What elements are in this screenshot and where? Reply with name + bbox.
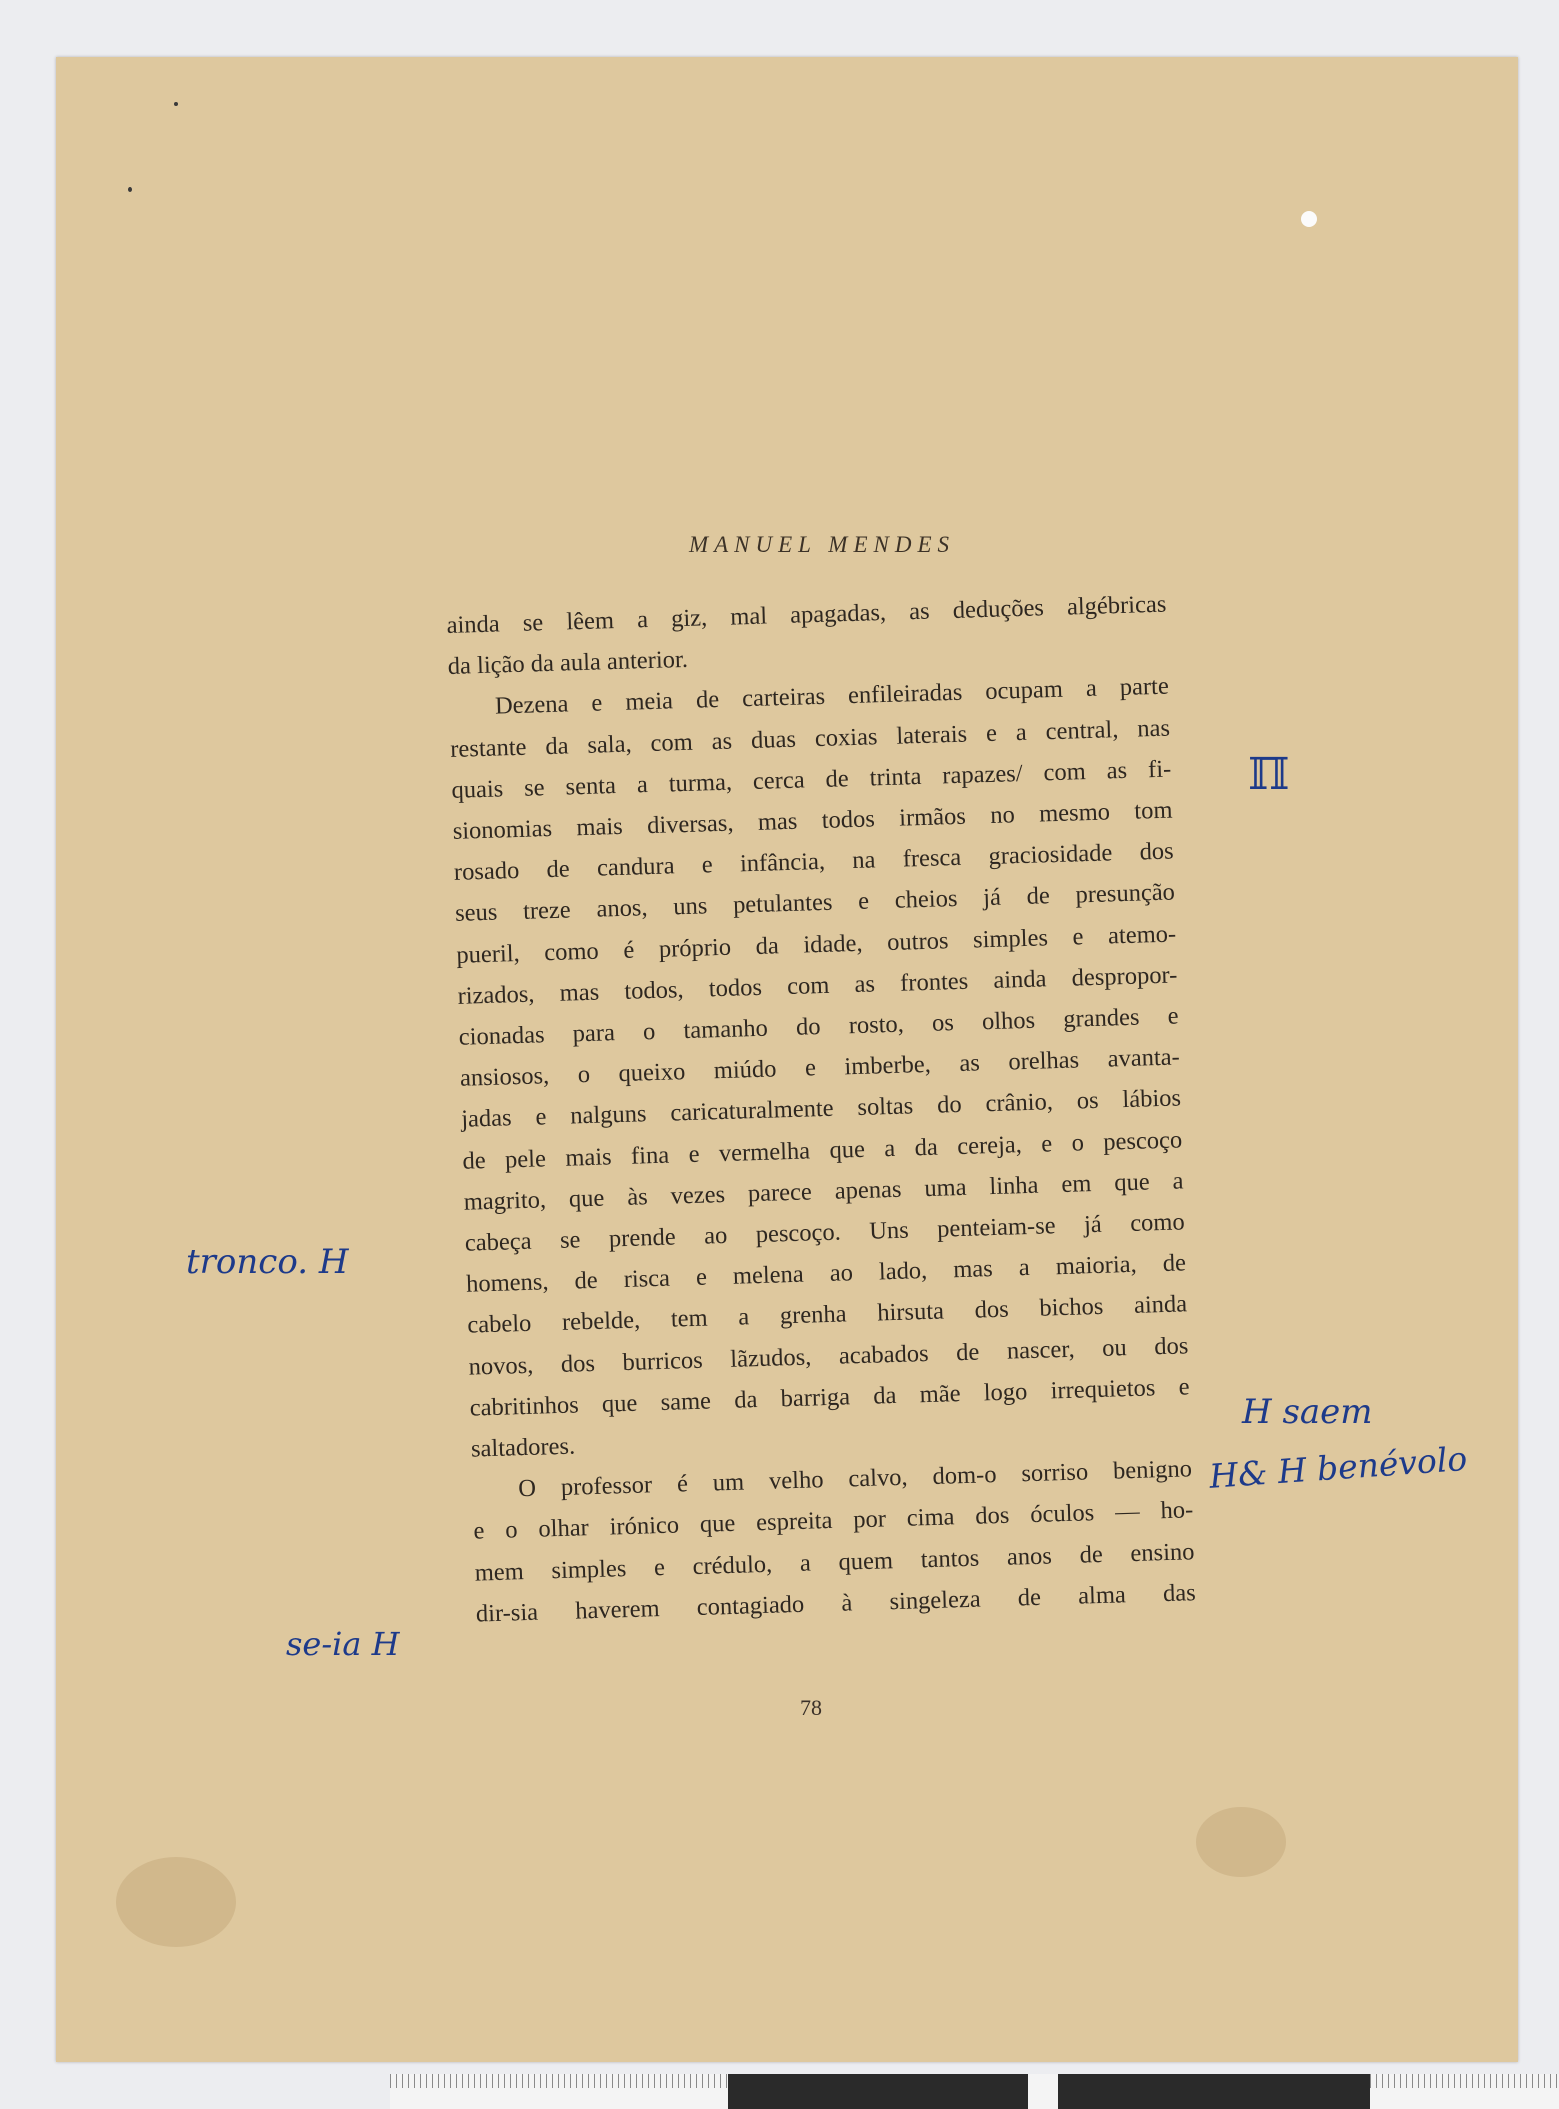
text-line: rizados, mas todos, todos com as frontes ainda despropor- — [457, 961, 1178, 1010]
body-text — [446, 584, 1196, 1635]
document-page — [56, 57, 1518, 2062]
ruler-black-segment — [1058, 2074, 1370, 2109]
text-line: homens, de risca e melena ao lado, mas a maioria, de — [465, 1249, 1187, 1298]
text-line: Dezena e meia de carteiras enfileiradas ocupam a parte — [494, 673, 1170, 720]
text-line: restante da sala, com as duas coxias laterais e a central, nas — [449, 714, 1171, 763]
handwritten-annotation-benevolo: H& H benévolo — [1208, 1438, 1469, 1496]
paper-stain — [116, 1857, 236, 1947]
text-line: cabritinhos que same da barriga da mãe logo irrequietos e — [469, 1373, 1190, 1422]
running-header: MANUEL MENDES — [688, 532, 956, 557]
text-line: novos, dos burricos lãzudos, acabados de nascer, ou dos — [468, 1331, 1189, 1381]
ruler-ticks — [390, 2074, 730, 2088]
text-line: da lição da aula anterior. — [447, 646, 689, 681]
text-line: rosado de candura e infância, na fresca graciosidade dos — [453, 837, 1175, 887]
ink-speck — [128, 187, 132, 192]
text-line: cabeça se prende ao pescoço. Uns penteiam-se já como — [464, 1208, 1186, 1257]
handwritten-annotation-seria: se-ia H — [286, 1625, 400, 1663]
text-line: jadas e nalguns caricaturalmente soltas do crânio, os lábios — [460, 1084, 1182, 1134]
text-line: pueril, como é próprio da idade, outros simples e atemo- — [455, 920, 1177, 969]
page-number: 78 — [800, 1695, 822, 1720]
text-line: O professor é um velho calvo, dom-o sorriso benigno — [517, 1455, 1193, 1503]
text-line: sionomias mais diversas, mas todos irmãos no mesmo tom — [452, 796, 1173, 845]
text-line: magrito, que às vezes parece apenas uma linha em que a — [463, 1167, 1184, 1216]
text-line: cionadas para o tamanho do rosto, os olhos grandes e — [458, 1002, 1179, 1051]
text-line: cabelo rebelde, tem a grenha hirsuta dos bichos ainda — [466, 1290, 1188, 1340]
ruler-black-segment — [728, 2074, 1028, 2109]
text-line: ansiosos, o queixo miúdo e imberbe, as orelhas avanta- — [459, 1043, 1181, 1093]
ruler-ticks — [1370, 2074, 1559, 2088]
text-line: de pele mais fina e vermelha que a da cereja, e o pescoço — [462, 1126, 1183, 1175]
text-line: quais se senta a turma, cerca de trinta rapazes/ com as fi- — [451, 755, 1172, 804]
text-line: e o olhar irónico que espreita por cima dos óculos — ho- — [473, 1496, 1194, 1546]
ink-speck — [174, 102, 178, 106]
text-line: seus treze anos, uns petulantes e cheios já de presunção — [454, 878, 1176, 928]
paper-stain — [1196, 1807, 1286, 1877]
handwritten-annotation-tronco: tronco. H — [186, 1242, 349, 1282]
handwritten-annotation-saem: H saem — [1242, 1392, 1373, 1432]
punch-hole — [1301, 211, 1317, 227]
text-line: mem simples e crédulo, a quem tantos anos de ensino — [474, 1537, 1195, 1587]
text-line: saltadores. — [470, 1432, 576, 1463]
text-line: dir-sia haverem contagiado à singeleza de alma das — [475, 1579, 1197, 1628]
text-line: ainda se lêem a giz, mal apagadas, as deduções algébricas — [446, 590, 1167, 639]
scale-ruler — [390, 2074, 1559, 2109]
paragraph-mark-annotation: ℿ — [1248, 749, 1290, 800]
